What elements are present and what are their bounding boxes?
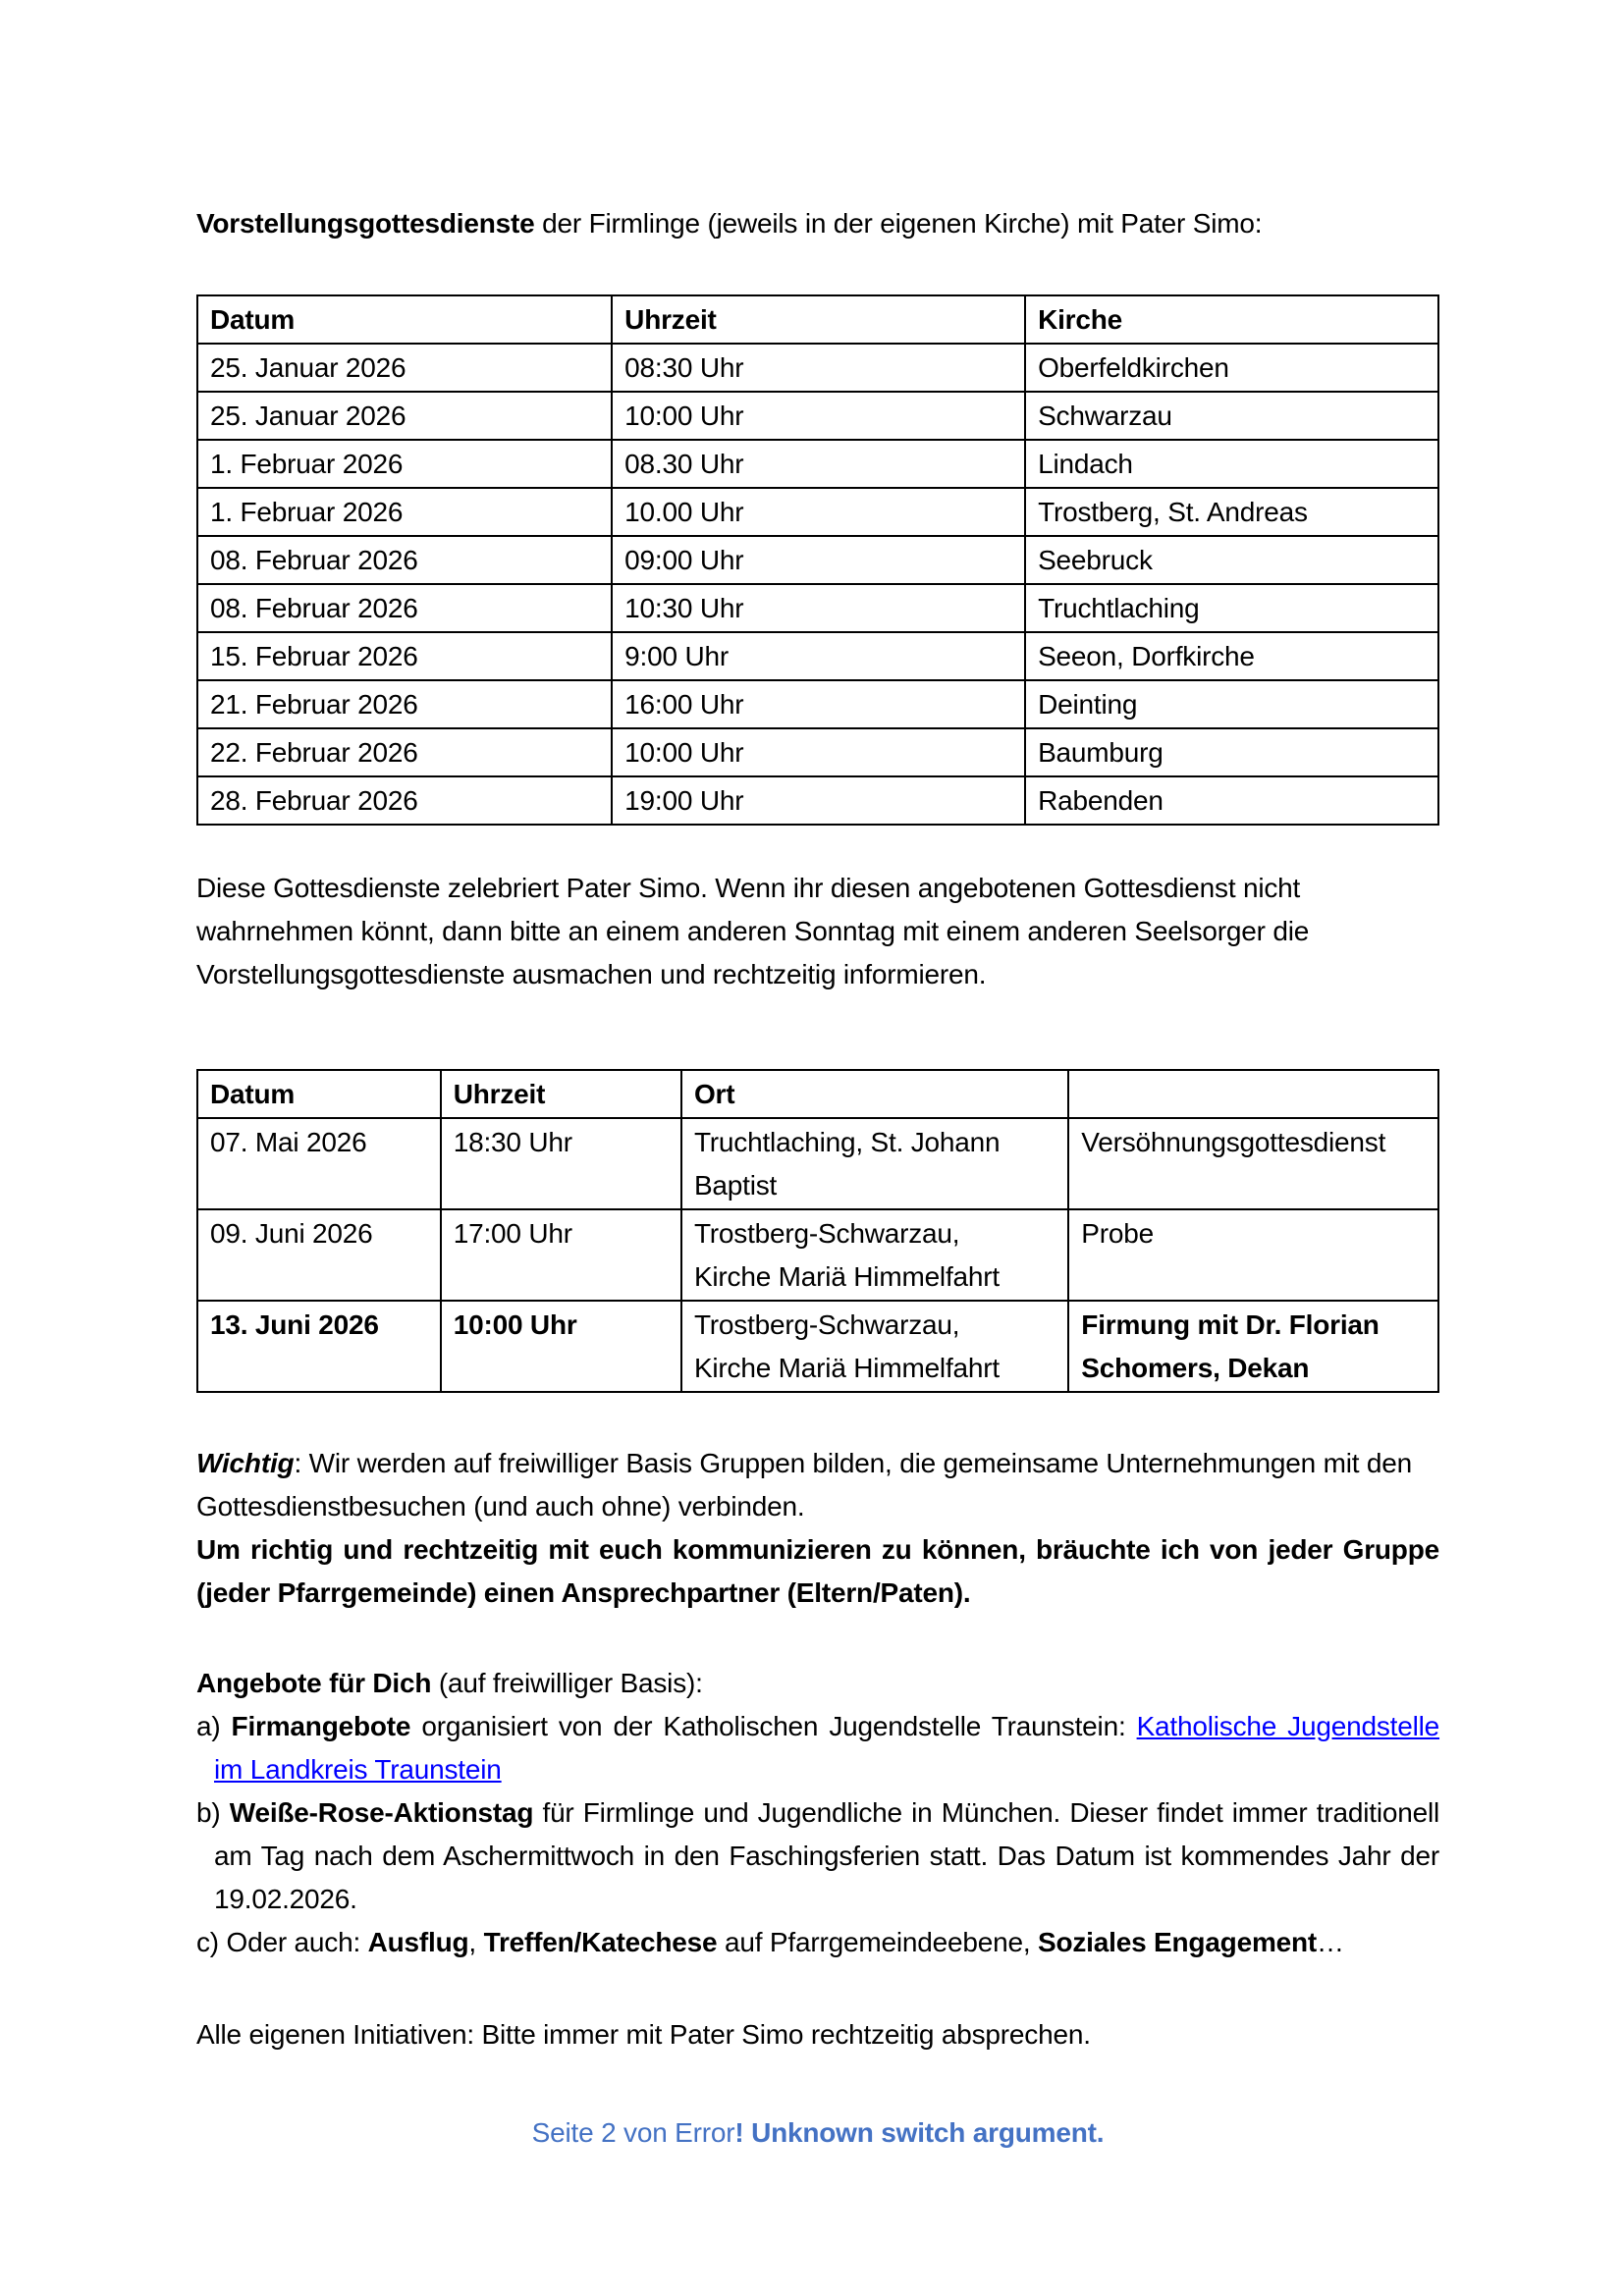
column-header: Datum <box>197 295 612 344</box>
offer-c-sep1: , <box>468 1927 484 1957</box>
table-cell: 17:00 Uhr <box>441 1209 681 1301</box>
table-cell: 08. Februar 2026 <box>197 536 612 584</box>
offer-a-text: organisiert von der Katholischen Jugendstelle Traunstein: <box>410 1711 1137 1741</box>
table-cell: 1. Februar 2026 <box>197 488 612 536</box>
table-cell: 19:00 Uhr <box>612 776 1025 825</box>
intro-paragraph <box>196 202 1439 245</box>
table-row <box>197 1209 1438 1301</box>
offer-a-bold: Firmangebote <box>231 1711 411 1741</box>
table-row <box>197 440 1438 488</box>
table-cell: Baumburg <box>1025 728 1438 776</box>
table-row <box>197 392 1438 440</box>
column-header <box>1068 1070 1438 1118</box>
table-header-row <box>197 295 1438 344</box>
table-cell: Truchtlaching <box>1025 584 1438 632</box>
offer-b-marker: b) <box>196 1797 230 1828</box>
table-row <box>197 728 1438 776</box>
firmung-table <box>196 1069 1439 1393</box>
table-cell: 28. Februar 2026 <box>197 776 612 825</box>
table-cell: Trostberg, St. Andreas <box>1025 488 1438 536</box>
footer-page-label: Seite 2 von Error <box>531 2117 735 2148</box>
offer-c-marker: c) Oder auch: <box>196 1927 368 1957</box>
table-cell: Rabenden <box>1025 776 1438 825</box>
table2-head <box>197 1070 1438 1118</box>
table-cell: 10:30 Uhr <box>612 584 1025 632</box>
table-cell: 10.00 Uhr <box>612 488 1025 536</box>
table-cell: 15. Februar 2026 <box>197 632 612 680</box>
table-row <box>197 632 1438 680</box>
offer-item-b <box>196 1791 1439 1921</box>
offer-c-sep2: auf Pfarrgemeindeebene, <box>717 1927 1038 1957</box>
wichtig-label: Wichtig <box>196 1448 295 1478</box>
table-row <box>197 536 1438 584</box>
offer-a-marker: a) <box>196 1711 232 1741</box>
offer-item-a <box>196 1705 1439 1791</box>
offer-b-bold: Weiße-Rose-Aktionstag <box>229 1797 534 1828</box>
page-footer <box>196 2111 1439 2155</box>
column-header: Uhrzeit <box>441 1070 681 1118</box>
table-cell: 16:00 Uhr <box>612 680 1025 728</box>
ansprechpartner-paragraph: Um richtig und rechtzeitig mit euch kommunizieren zu können, bräuchte ich von jeder Gruppe (jeder Pfarrgemeinde) einen Ansprechpartner (Eltern/Paten). <box>196 1534 1439 1608</box>
table-row <box>197 776 1438 825</box>
table-cell: Truchtlaching, St. Johann Baptist <box>681 1118 1068 1209</box>
offers-heading-bold: Angebote für Dich <box>196 1668 432 1698</box>
table-cell: Schwarzau <box>1025 392 1438 440</box>
table-cell: Seeon, Dorfkirche <box>1025 632 1438 680</box>
offer-c-bold2: Treffen/Katechese <box>483 1927 718 1957</box>
column-header: Ort <box>681 1070 1068 1118</box>
services-table <box>196 294 1439 826</box>
table-row <box>197 1301 1438 1392</box>
intro-lead-bold: Vorstellungsgottesdienste <box>196 208 535 239</box>
services-note-paragraph: Diese Gottesdienste zelebriert Pater Simo. Wenn ihr diesen angebotenen Gottesdienst nicht wahrnehmen könnt, dann bitte an einem anderen Sonntag mit einem anderen Seelsorger die Vorstellungsgottesdienste ausmachen und rechtzeitig informieren. <box>196 873 1310 989</box>
table1-head <box>197 295 1438 344</box>
column-header: Uhrzeit <box>612 295 1025 344</box>
column-header: Datum <box>197 1070 441 1118</box>
table-cell: 10:00 Uhr <box>441 1301 681 1392</box>
intro-rest: der Firmlinge (jeweils in der eigenen Kirche) mit Pater Simo: <box>534 208 1263 239</box>
table-row <box>197 488 1438 536</box>
offer-item-c <box>196 1921 1439 1964</box>
table-cell: 25. Januar 2026 <box>197 344 612 392</box>
table-cell: 9:00 Uhr <box>612 632 1025 680</box>
jugendstelle-link[interactable]: Katholische Jugendstelle im Landkreis Traunstein <box>214 1711 1440 1785</box>
table-cell: Deinting <box>1025 680 1438 728</box>
table-row <box>197 1118 1438 1209</box>
footer-field-error: ! Unknown switch argument. <box>734 2117 1105 2148</box>
offer-c-bold1: Ausflug <box>367 1927 469 1957</box>
offer-c-bold3: Soziales Engagement <box>1037 1927 1318 1957</box>
wichtig-paragraph <box>196 1442 1439 1528</box>
offer-c-tail: … <box>1317 1927 1344 1957</box>
table-cell: Oberfeldkirchen <box>1025 344 1438 392</box>
offer-b-text: für Firmlinge und Jugendliche in München. Dieser findet immer traditionell am Tag nach dem Aschermittwoch in den Faschingsferien statt. Das Datum ist kommendes Jahr der 19.02.2026. <box>214 1797 1439 1914</box>
table-cell: Probe <box>1068 1209 1438 1301</box>
table-cell: 22. Februar 2026 <box>197 728 612 776</box>
table-cell: 21. Februar 2026 <box>197 680 612 728</box>
table-cell: 09. Juni 2026 <box>197 1209 441 1301</box>
table-cell: 18:30 Uhr <box>441 1118 681 1209</box>
table-cell: Versöhnungsgottesdienst <box>1068 1118 1438 1209</box>
table-cell: 09:00 Uhr <box>612 536 1025 584</box>
offers-heading <box>196 1662 1439 1705</box>
table-cell: 07. Mai 2026 <box>197 1118 441 1209</box>
table-cell: Trostberg-Schwarzau, Kirche Mariä Himmelfahrt <box>681 1209 1068 1301</box>
wichtig-rest: : Wir werden auf freiwilliger Basis Gruppen bilden, die gemeinsame Unternehmungen mit den Gottesdienstbesuchen (und auch ohne) verbinden. <box>196 1448 1413 1522</box>
offers-heading-rest: (auf freiwilliger Basis): <box>431 1668 703 1698</box>
table-cell: 25. Januar 2026 <box>197 392 612 440</box>
table-cell: Trostberg-Schwarzau, Kirche Mariä Himmelfahrt <box>681 1301 1068 1392</box>
table1-body <box>197 344 1438 825</box>
table-cell: 10:00 Uhr <box>612 728 1025 776</box>
table-cell: 1. Februar 2026 <box>197 440 612 488</box>
table2-body <box>197 1118 1438 1392</box>
table-cell: 10:00 Uhr <box>612 392 1025 440</box>
table-row <box>197 344 1438 392</box>
table-row <box>197 680 1438 728</box>
table-header-row <box>197 1070 1438 1118</box>
table-cell: Lindach <box>1025 440 1438 488</box>
column-header: Kirche <box>1025 295 1438 344</box>
table-cell: 13. Juni 2026 <box>197 1301 441 1392</box>
table-cell: Seebruck <box>1025 536 1438 584</box>
table-cell: 08:30 Uhr <box>612 344 1025 392</box>
table-cell: Firmung mit Dr. Florian Schomers, Dekan <box>1068 1301 1438 1392</box>
table-cell: 08. Februar 2026 <box>197 584 612 632</box>
table-row <box>197 584 1438 632</box>
table-cell: 08.30 Uhr <box>612 440 1025 488</box>
closing-paragraph: Alle eigenen Initiativen: Bitte immer mit Pater Simo rechtzeitig absprechen. <box>196 2019 1091 2050</box>
